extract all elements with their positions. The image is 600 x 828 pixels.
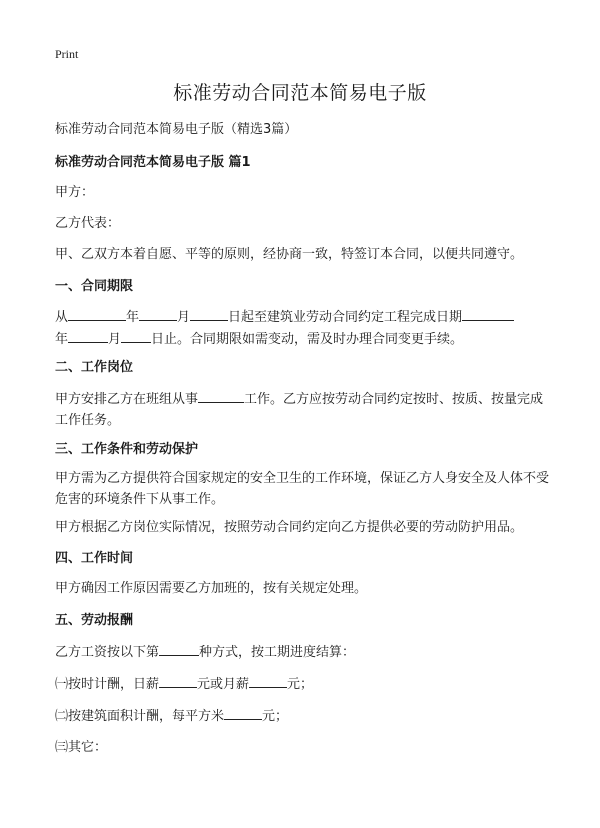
section-5-intro xyxy=(55,641,550,663)
pay-item-1-text-2: 元或月薪 xyxy=(197,677,250,692)
pay-item-1 xyxy=(55,673,550,695)
section-3-heading: 三、工作条件和劳动保护 xyxy=(55,442,199,457)
blank-end-month xyxy=(68,328,108,343)
document-title: 标准劳动合同范本简易电子版 xyxy=(173,82,427,104)
term-text-until: 日起至建筑业劳动合同约定工程完成日期 xyxy=(228,310,463,325)
term-text-month: 月 xyxy=(177,310,191,325)
section-4-paragraph: 甲方确因工作原因需要乙方加班的，按有关规定处理。 xyxy=(55,581,368,596)
preamble-paragraph: 甲、乙双方本着自愿、平等的原则，经协商一致，特签订本合同，以便共同遵守。 xyxy=(55,247,524,262)
term-text-end: 日止。合同期限如需变动，需及时办理合同变更手续。 xyxy=(151,332,464,347)
term-text-year: 年 xyxy=(126,310,140,325)
term-text-month-2: 月 xyxy=(108,332,122,347)
section-3-paragraph-2: 甲方根据乙方岗位实际情况，按照劳动合同约定向乙方提供必要的劳动防护用品。 xyxy=(55,520,524,535)
party-b-line: 乙方代表： xyxy=(55,216,121,231)
pay-item-1-text-3: 元； xyxy=(287,677,314,692)
party-a-line: 甲方： xyxy=(55,185,95,200)
part-heading: 标准劳动合同范本简易电子版 篇1 xyxy=(55,155,251,170)
document-subtitle: 标准劳动合同范本简易电子版（精选3篇） xyxy=(55,122,298,137)
section-1-heading: 一、合同期限 xyxy=(55,279,134,294)
blank-area-rate xyxy=(224,705,262,720)
pay-item-2-text-1: ㈡按建筑面积计酬，每平方米 xyxy=(55,709,225,724)
pay-item-2-text-2: 元； xyxy=(262,709,289,724)
print-label[interactable]: Print xyxy=(55,47,79,61)
pay-intro-1: 乙方工资按以下第 xyxy=(55,645,160,660)
blank-monthly-wage xyxy=(249,673,287,688)
blank-start-year xyxy=(68,306,126,321)
blank-end-day xyxy=(121,328,151,343)
section-5-heading: 五、劳动报酬 xyxy=(55,613,134,628)
pay-intro-2: 种方式，按工期进度结算： xyxy=(199,645,356,660)
term-text-from: 从 xyxy=(55,310,69,325)
job-text-1: 甲方安排乙方在班组从事 xyxy=(55,392,199,407)
blank-job xyxy=(198,388,244,403)
section-3-paragraph-1: 甲方需为乙方提供符合国家规定的安全卫生的工作环境，保证乙方人身安全及人体不受危害的环境条件下从事工作。 xyxy=(55,471,550,507)
pay-item-1-text-1: ㈠按时计酬，日薪 xyxy=(55,677,160,692)
section-2-heading: 二、工作岗位 xyxy=(55,360,134,375)
pay-item-3: ㈢其它： xyxy=(55,740,108,755)
blank-daily-wage xyxy=(159,673,197,688)
pay-item-2 xyxy=(55,705,550,727)
section-1-paragraph xyxy=(55,306,550,350)
blank-start-month xyxy=(139,306,177,321)
blank-end-date xyxy=(462,306,514,321)
blank-start-day xyxy=(190,306,228,321)
section-2-paragraph xyxy=(55,388,550,431)
term-text-year-2: 年 xyxy=(55,332,69,347)
section-4-heading: 四、工作时间 xyxy=(55,551,134,566)
blank-pay-method xyxy=(159,641,199,656)
job-text-2: 工作。乙方应按劳动合同约定按时、按质、按量完成工作任务。 xyxy=(55,392,544,428)
